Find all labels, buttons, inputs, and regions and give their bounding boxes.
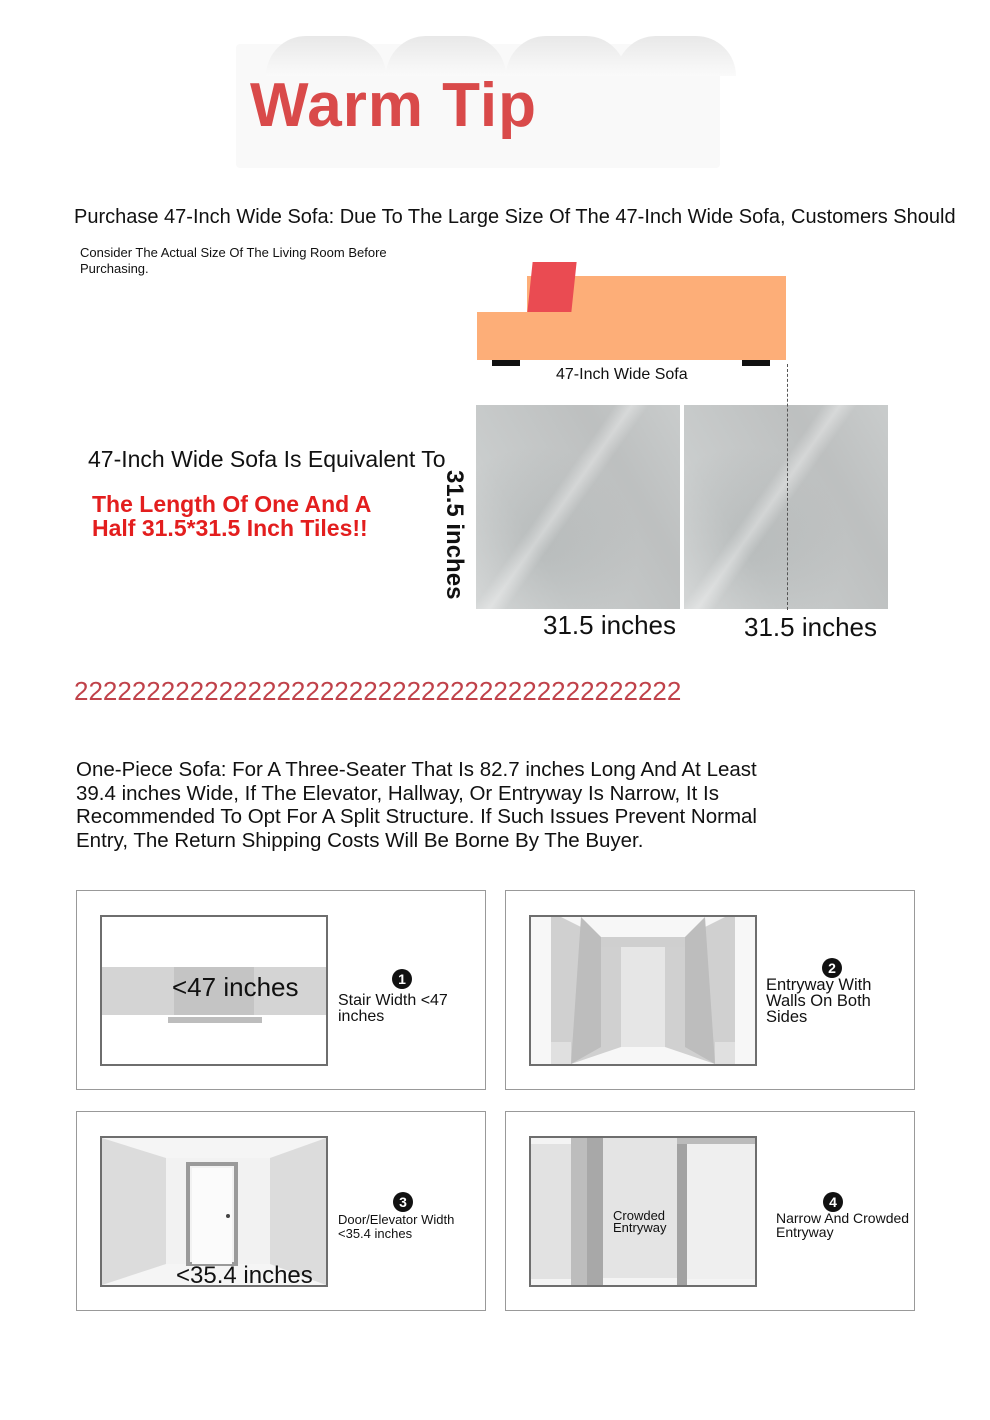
card-caption-4: Narrow And Crowded Entryway: [776, 1210, 910, 1240]
card-stair-width: [76, 890, 486, 1090]
number-badge-4: 4: [823, 1192, 843, 1212]
tip-note: Consider The Actual Size Of The Living Room Before Purchasing.: [80, 245, 387, 276]
separator-text: 222222222222222222222222222222222222222222: [74, 676, 682, 706]
card-caption-1: Stair Width <47 inches: [338, 992, 448, 1025]
corridor-drawing: [531, 917, 755, 1064]
tile-width-label-1: 31.5 inches: [543, 610, 676, 640]
sofa-pillow: [527, 262, 576, 312]
number-badge-3: 3: [393, 1192, 413, 1212]
measure-dashed-line: [787, 364, 788, 610]
door-width-label: <35.4 inches: [176, 1262, 313, 1287]
stair-width-label: <47 inches: [172, 972, 299, 1002]
number-badge-2: 2: [822, 958, 842, 978]
crowded-label: Crowded Entryway: [613, 1208, 667, 1235]
sofa-leg-left: [492, 360, 520, 366]
door-picture: [100, 1136, 328, 1287]
stair-picture: [100, 915, 328, 1066]
one-piece-paragraph: One-Piece Sofa: For A Three-Seater That Is 82.7 inches Long And At Least 39.4 inches Wide, If The Elevator, Hallway, Or Entryway Is Narrow, It Is Recommended To Opt For A Split Structure. If Such Issues Prevent Normal Entry, The Return Shipping Costs Will Be Borne By The Buyer.: [76, 758, 757, 852]
highlight-text: The Length Of One And A Half 31.5*31.5 Inch Tiles!!: [92, 491, 371, 541]
tile-left: [476, 405, 680, 609]
sofa-leg-right: [742, 360, 770, 366]
tile-width-label-2: 31.5 inches: [744, 612, 877, 642]
card-crowded-entryway: [505, 1111, 915, 1311]
tip-line: Purchase 47-Inch Wide Sofa: Due To The Large Size Of The 47-Inch Wide Sofa, Customers Should: [74, 206, 956, 228]
tile-height-label: 31.5 inches: [441, 470, 468, 600]
number-badge-1: 1: [392, 969, 412, 989]
card-entryway-walls: [505, 890, 915, 1090]
page-title: Warm Tip: [250, 71, 538, 140]
entryway-picture: [529, 915, 757, 1066]
sofa-notch: [477, 276, 527, 312]
card-door-width: [76, 1111, 486, 1311]
card-caption-2: Entryway With Walls On Both Sides: [766, 976, 872, 1026]
crowded-picture: [529, 1136, 757, 1287]
tile-right: [684, 405, 888, 609]
equivalent-text: 47-Inch Wide Sofa Is Equivalent To: [88, 446, 446, 472]
sofa-label: 47-Inch Wide Sofa: [556, 366, 688, 383]
card-caption-3: Door/Elevator Width <35.4 inches: [338, 1212, 455, 1241]
